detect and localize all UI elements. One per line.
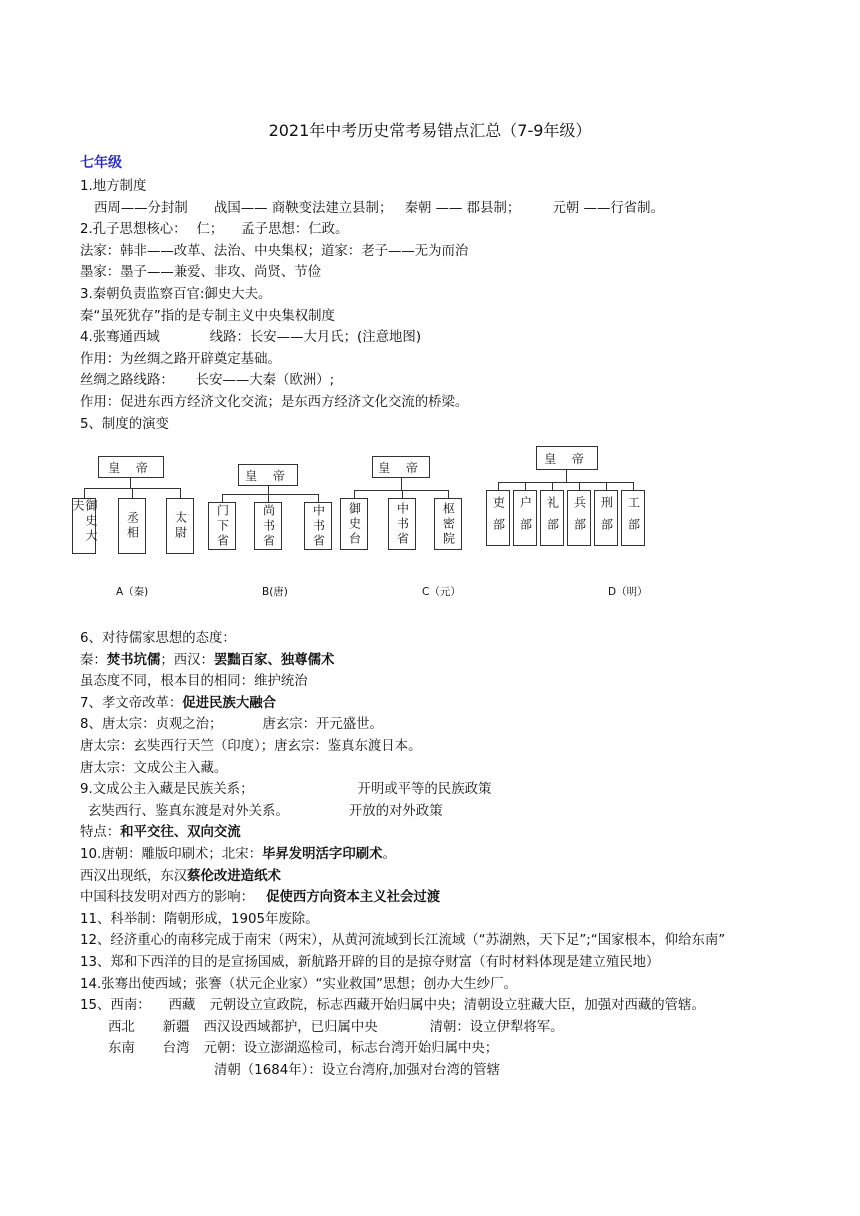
line: 法家：韩非——改革、法治、中央集权；道家：老子——无为而治 <box>80 243 469 259</box>
ministry-box: 刑部 <box>594 490 618 546</box>
line: 西周——分封制 战国—— 商鞅变法建立县制； 秦朝 —— 郡县制； 元朝 ——行省制。 <box>94 200 664 216</box>
line: 5、制度的演变 <box>80 416 169 432</box>
section-grade7-part1 <box>80 176 800 435</box>
system-evolution-diagrams <box>66 444 686 614</box>
caption-a: A（秦) <box>116 586 149 598</box>
ministry-box: 礼部 <box>540 490 564 546</box>
line: 虽态度不同，根本目的相同：维护统治 <box>80 674 308 690</box>
line: 14.张骞出使西域；张謇（状元企业家）“实业救国”思想；创办大生纱厂。 <box>80 976 517 992</box>
line: 12、经济重心的南移完成于南宋（两宋），从黄河流域到长江流域（“苏湖熟，天下足”;“国家根本，仰给东南” <box>80 933 726 949</box>
line: 秦“虽死犹存”指的是专制主义中央集权制度 <box>80 308 335 324</box>
line: 10.唐朝：雕版印刷术；北宋：毕昇发明活字印刷术。 <box>80 846 396 862</box>
emperor-box: 皇 帝 <box>98 456 164 478</box>
official-box: 门下省 <box>208 502 236 550</box>
line: 唐太宗：玄奘西行天竺（印度）；唐玄宗：鉴真东渡日本。 <box>80 738 422 754</box>
official-box: 枢密院 <box>434 498 462 550</box>
line: 唐太宗：文成公主入藏。 <box>80 760 228 776</box>
line: 特点：和平交往、双向交流 <box>80 825 241 841</box>
section-grade7-part2 <box>80 628 800 1081</box>
ministry-box: 户部 <box>513 490 537 546</box>
caption-d: D（明） <box>608 586 648 598</box>
official-box: 御史大夫 <box>72 498 96 554</box>
official-box: 太尉 <box>166 498 194 554</box>
line: 11、科举制：隋朝形成，1905年废除。 <box>80 911 319 927</box>
line: 15、西南： 西藏 元朝设立宣政院，标志西藏开始归属中央；清朝设立驻藏大臣，加强对西藏的管辖。 <box>80 998 705 1014</box>
emperor-box: 皇 帝 <box>536 446 598 470</box>
line: 西北 新疆 西汉设西域都护，已归属中央 清朝：设立伊犁将军。 <box>108 1019 564 1035</box>
line: 玄奘西行、鉴真东渡是对外关系。 开放的对外政策 <box>88 803 443 819</box>
page-title: 2021年中考历史常考易错点汇总（7-9年级） <box>268 121 592 140</box>
line: 作用：为丝绸之路开辟奠定基础。 <box>80 351 281 367</box>
official-box: 尚书省 <box>254 502 282 550</box>
line: 9.文成公主入藏是民族关系； 开明或平等的民族政策 <box>80 782 492 798</box>
official-box: 御史台 <box>340 498 368 550</box>
line: 清朝（1684年）：设立台湾府,加强对台湾的管辖 <box>214 1062 501 1078</box>
line: 中国科技发明对西方的影响： 促使西方向资本主义社会过渡 <box>80 890 441 906</box>
ministry-box: 工部 <box>621 490 645 546</box>
line: 1.地方制度 <box>80 179 147 194</box>
line: 2.孔子思想核心： 仁； 孟子思想：仁政。 <box>80 222 349 238</box>
line: 13、郑和下西洋的目的是宣扬国威，新航路开辟的目的是掠夺财富（有时材料体现是建立殖民地） <box>80 954 660 970</box>
line: 7、孝文帝改革：促进民族大融合 <box>80 695 276 711</box>
line: 3.秦朝负责监察百官:御史大夫。 <box>80 286 272 302</box>
line: 8、唐太宗：贞观之治； 唐玄宗：开元盛世。 <box>80 717 383 733</box>
line: 4.张骞通西域 线路：长安——大月氏；(注意地图) <box>80 330 422 346</box>
ministry-box: 吏部 <box>486 490 510 546</box>
grade-heading: 七年级 <box>80 155 122 171</box>
emperor-box: 皇 帝 <box>238 464 298 486</box>
line: 东南 台湾 元朝：设立澎湖巡检司，标志台湾开始归属中央； <box>108 1041 499 1057</box>
line: 丝绸之路线路： 长安——大秦（欧洲）; <box>80 373 335 389</box>
caption-c: C（元） <box>422 586 461 598</box>
emperor-box: 皇 帝 <box>372 456 430 478</box>
official-box: 丞相 <box>118 498 146 554</box>
line: 秦：焚书坑儒；西汉：罢黜百家、独尊儒术 <box>80 652 335 668</box>
line: 西汉出现纸，东汉蔡伦改进造纸术 <box>80 868 281 884</box>
ministry-box: 兵部 <box>567 490 591 546</box>
line: 作用：促进东西方经济文化交流；是东西方经济文化交流的桥梁。 <box>80 394 469 410</box>
official-box: 中书省 <box>388 498 416 550</box>
official-box: 中书省 <box>304 502 332 550</box>
line: 6、对待儒家思想的态度： <box>80 631 236 646</box>
line: 墨家：墨子——兼爱、非攻、尚贤、节俭 <box>80 265 322 281</box>
caption-b: B(唐) <box>262 586 288 598</box>
